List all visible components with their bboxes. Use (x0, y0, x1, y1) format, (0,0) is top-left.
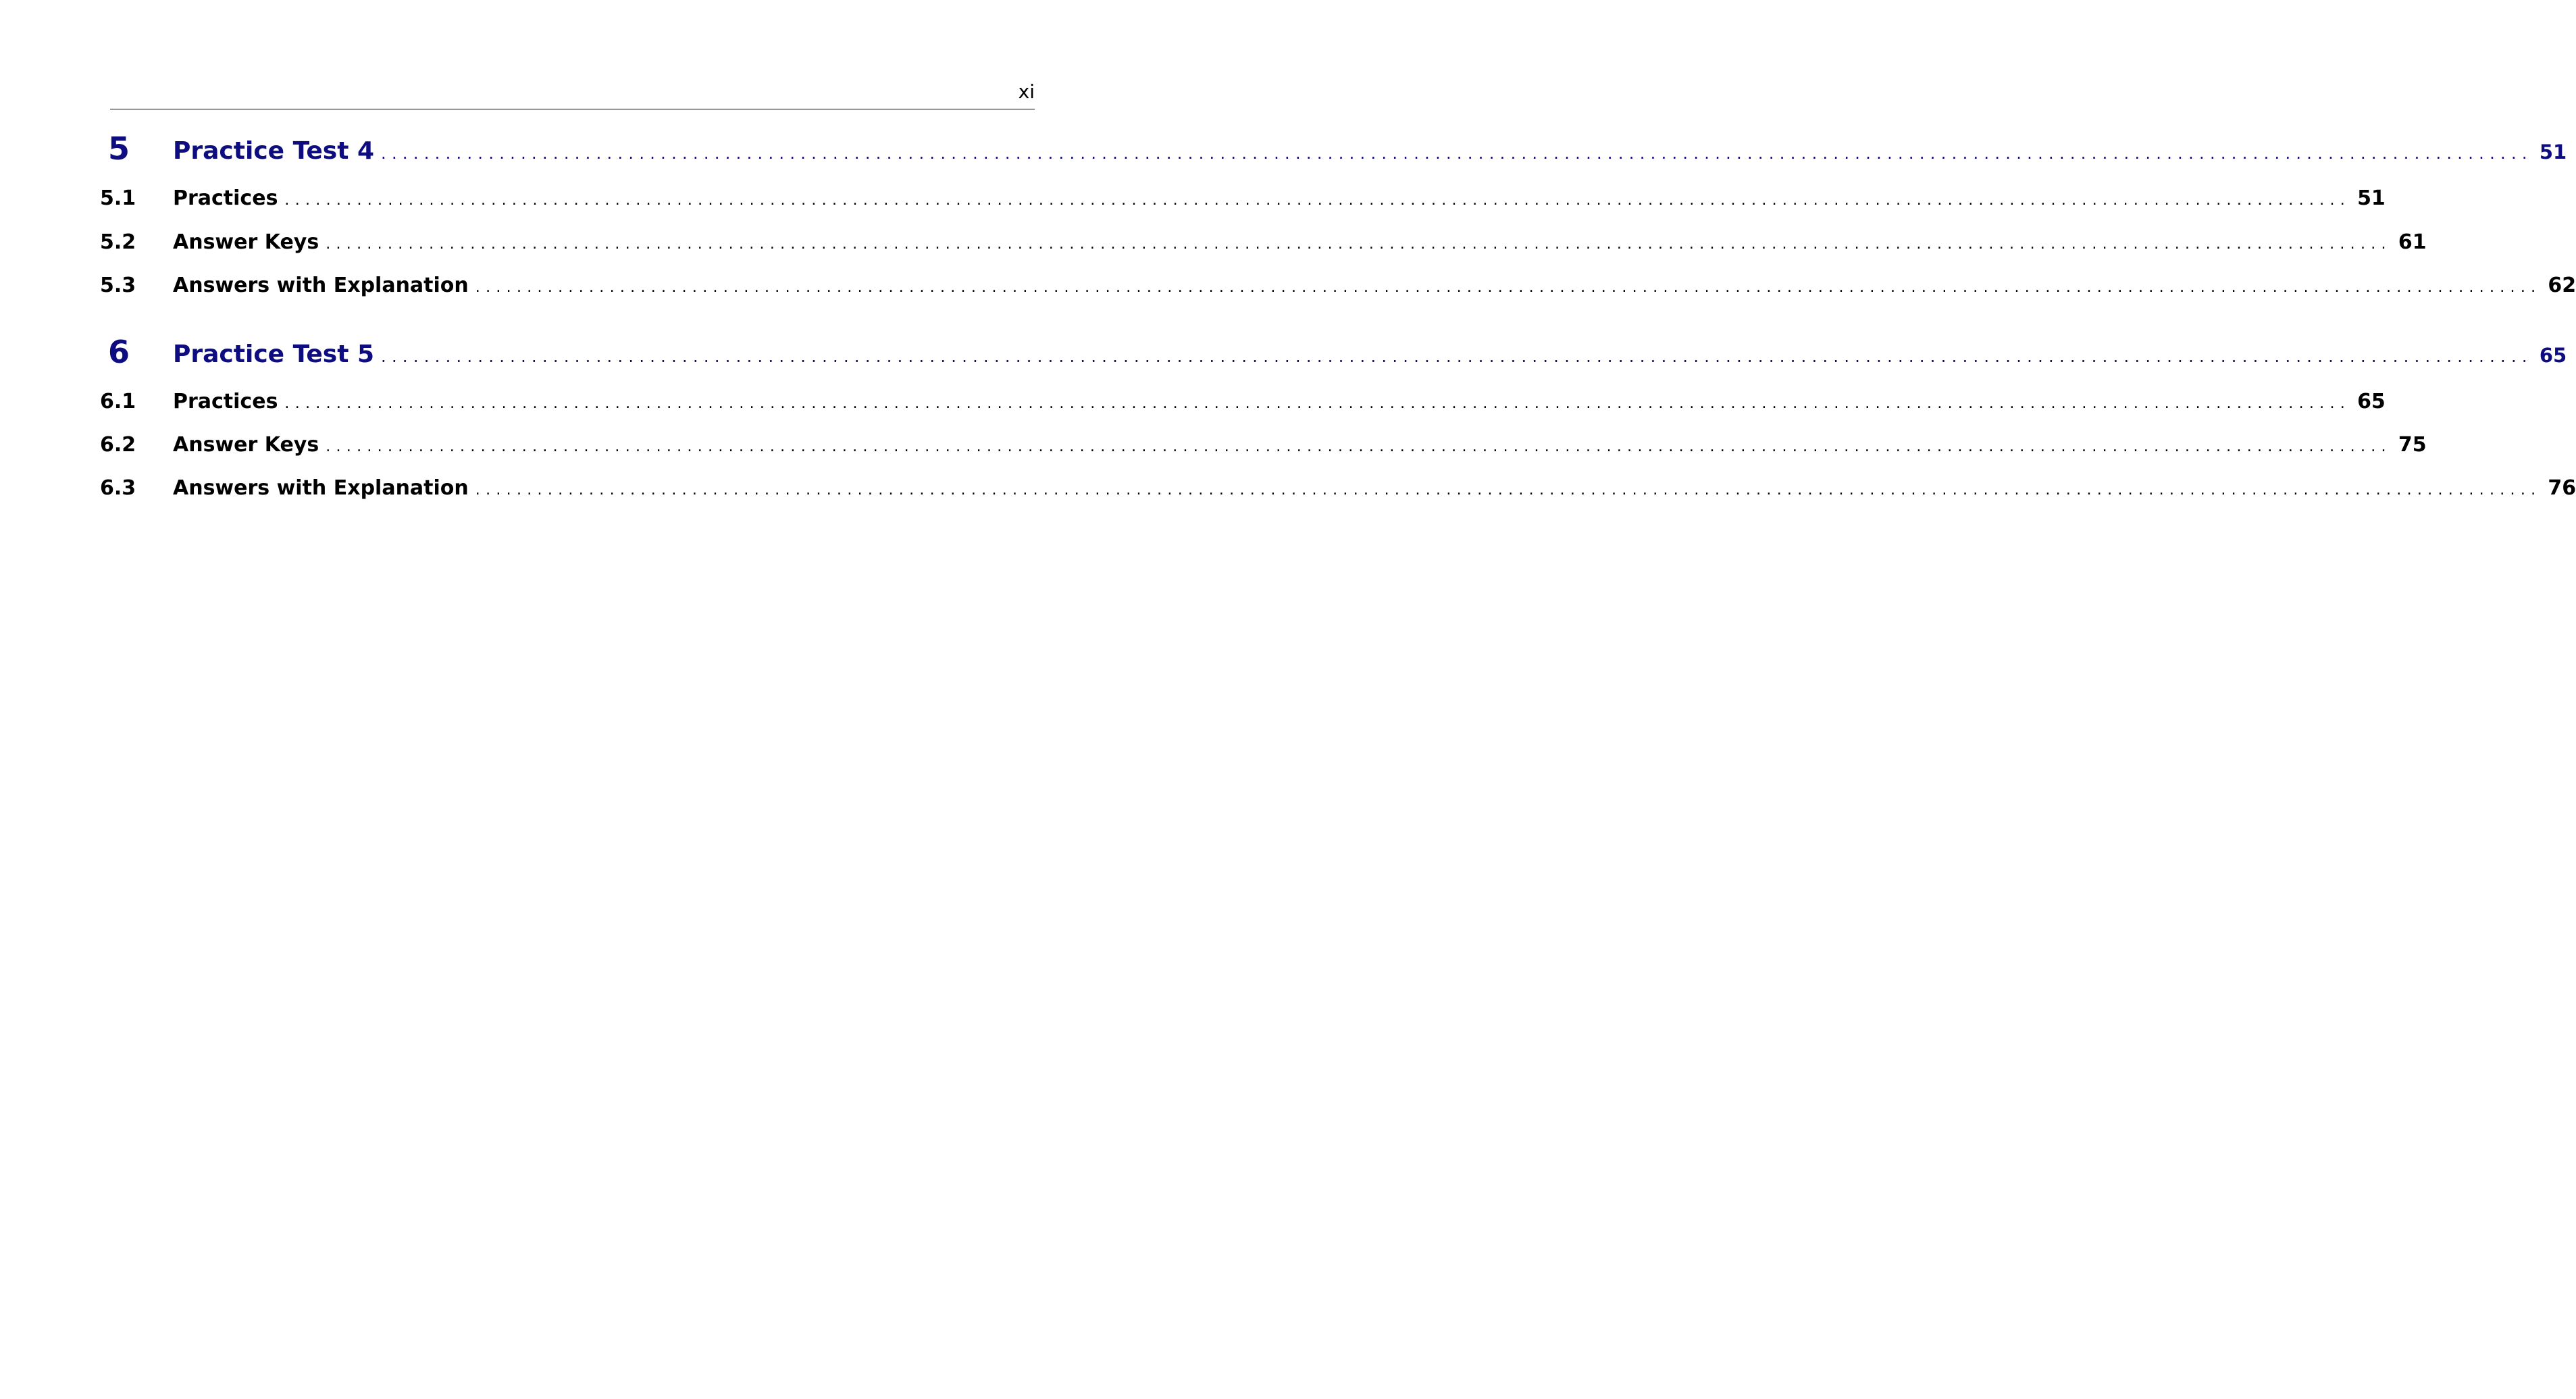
section-page-number[interactable]: 76 (2548, 476, 2576, 500)
section-entry (173, 274, 2576, 297)
dot-leader: ........................................................................................................................................................................................................ (381, 347, 2533, 366)
dot-leader: ........................................................................................................................................................................................................ (284, 395, 2351, 412)
chapter-title[interactable]: Practice Test 5 (173, 340, 375, 368)
section-page-number[interactable]: 65 (2357, 390, 2386, 413)
chapter-entry (173, 137, 2567, 165)
section-title[interactable]: Answers with Explanation (173, 274, 469, 297)
section-number: 5.2 (100, 230, 136, 254)
section-entry (173, 390, 2386, 413)
section-page-number[interactable]: 75 (2398, 433, 2427, 457)
page-header (110, 80, 1035, 109)
dot-leader: ........................................................................................................................................................................................................ (475, 279, 2542, 296)
chapter-number: 5 (108, 130, 130, 167)
section-page-number[interactable]: 51 (2357, 186, 2386, 210)
section-entry (173, 186, 2386, 210)
section-entry (173, 433, 2427, 457)
dot-leader: ........................................................................................................................................................................................................ (326, 236, 2392, 253)
page-number: xi (1018, 80, 1035, 103)
dot-leader: ........................................................................................................................................................................................................ (381, 144, 2533, 163)
section-number: 6.3 (100, 476, 136, 500)
chapter-number: 6 (108, 334, 130, 370)
dot-leader: ........................................................................................................................................................................................................ (475, 482, 2542, 499)
section-number: 5.1 (100, 186, 136, 210)
dot-leader: ........................................................................................................................................................................................................ (326, 438, 2392, 455)
section-number: 5.3 (100, 274, 136, 297)
section-title[interactable]: Answer Keys (173, 230, 319, 254)
section-title[interactable]: Practices (173, 390, 278, 413)
section-number: 6.1 (100, 390, 136, 413)
section-entry (173, 476, 2576, 500)
section-number: 6.2 (100, 433, 136, 457)
dot-leader: ........................................................................................................................................................................................................ (284, 192, 2351, 209)
section-title[interactable]: Answers with Explanation (173, 476, 469, 500)
section-entry (173, 230, 2427, 254)
section-title[interactable]: Answer Keys (173, 433, 319, 457)
section-title[interactable]: Practices (173, 186, 278, 210)
section-page-number[interactable]: 61 (2398, 230, 2427, 254)
chapter-page-number[interactable]: 51 (2539, 141, 2567, 163)
chapter-entry (173, 340, 2567, 368)
chapter-title[interactable]: Practice Test 4 (173, 137, 375, 165)
chapter-page-number[interactable]: 65 (2539, 344, 2567, 367)
section-page-number[interactable]: 62 (2548, 274, 2576, 297)
